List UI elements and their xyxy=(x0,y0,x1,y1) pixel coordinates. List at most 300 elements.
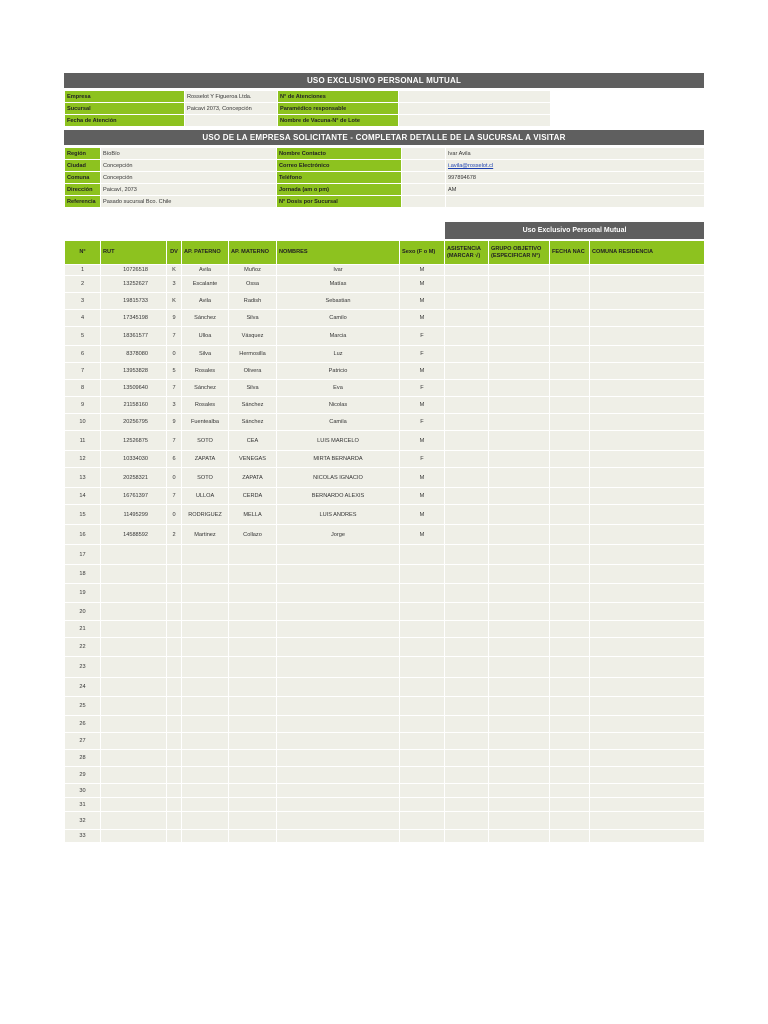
field-value[interactable]: 997894678 xyxy=(446,172,705,184)
cell-mutual[interactable] xyxy=(445,697,489,716)
cell-mutual[interactable] xyxy=(489,697,550,716)
cell-materno[interactable] xyxy=(229,697,277,716)
cell-nombres[interactable]: Camilo xyxy=(277,310,400,327)
cell-materno[interactable]: CEA xyxy=(229,431,277,451)
cell-materno[interactable] xyxy=(229,678,277,697)
cell-dv[interactable]: K xyxy=(167,293,182,310)
cell-paterno[interactable] xyxy=(182,798,229,812)
cell-materno[interactable]: Sánchez xyxy=(229,414,277,431)
cell-dv[interactable]: 3 xyxy=(167,276,182,293)
cell-rut[interactable]: 11495299 xyxy=(101,505,167,525)
cell-rut[interactable]: 10334030 xyxy=(101,451,167,468)
cell-mutual[interactable] xyxy=(489,363,550,380)
cell-mutual[interactable] xyxy=(590,397,705,414)
cell-n[interactable]: 13 xyxy=(65,468,101,488)
cell-nombres[interactable]: LUIS ANDRES xyxy=(277,505,400,525)
cell-materno[interactable]: ZAPATA xyxy=(229,468,277,488)
cell-paterno[interactable] xyxy=(182,716,229,733)
cell-nombres[interactable] xyxy=(277,657,400,678)
cell-paterno[interactable]: Rosales xyxy=(182,397,229,414)
cell-materno[interactable] xyxy=(229,830,277,843)
cell-mutual[interactable] xyxy=(590,265,705,276)
cell-dv[interactable] xyxy=(167,784,182,798)
cell-nombres[interactable]: LUIS MARCELO xyxy=(277,431,400,451)
cell-rut[interactable]: 19815733 xyxy=(101,293,167,310)
cell-dv[interactable] xyxy=(167,565,182,584)
cell-n[interactable]: 4 xyxy=(65,310,101,327)
cell-mutual[interactable] xyxy=(445,584,489,603)
cell-sexo[interactable]: M xyxy=(400,488,445,505)
email-link[interactable]: i.avila@rosselot.cl xyxy=(446,160,705,172)
cell-mutual[interactable] xyxy=(489,830,550,843)
field-value[interactable] xyxy=(399,103,551,115)
cell-rut[interactable]: 16761397 xyxy=(101,488,167,505)
field-value[interactable]: Concepción xyxy=(101,160,277,172)
cell-mutual[interactable] xyxy=(550,414,590,431)
cell-nombres[interactable] xyxy=(277,584,400,603)
cell-rut[interactable] xyxy=(101,678,167,697)
cell-n[interactable]: 25 xyxy=(65,697,101,716)
cell-mutual[interactable] xyxy=(489,293,550,310)
cell-dv[interactable] xyxy=(167,830,182,843)
cell-paterno[interactable]: Martinez xyxy=(182,525,229,545)
cell-nombres[interactable]: Jorge xyxy=(277,525,400,545)
cell-paterno[interactable] xyxy=(182,767,229,784)
cell-mutual[interactable] xyxy=(550,346,590,363)
cell-materno[interactable] xyxy=(229,812,277,830)
cell-paterno[interactable] xyxy=(182,784,229,798)
cell-materno[interactable] xyxy=(229,638,277,657)
cell-n[interactable]: 21 xyxy=(65,621,101,638)
cell-sexo[interactable] xyxy=(400,657,445,678)
cell-dv[interactable] xyxy=(167,733,182,750)
cell-mutual[interactable] xyxy=(445,733,489,750)
cell-mutual[interactable] xyxy=(590,276,705,293)
field-value[interactable]: BíoBío xyxy=(101,148,277,160)
field-value[interactable]: AM xyxy=(446,184,705,196)
cell-rut[interactable] xyxy=(101,733,167,750)
cell-mutual[interactable] xyxy=(550,525,590,545)
cell-dv[interactable]: 7 xyxy=(167,327,182,346)
cell-n[interactable]: 19 xyxy=(65,584,101,603)
cell-dv[interactable] xyxy=(167,716,182,733)
cell-paterno[interactable]: ZAPATA xyxy=(182,451,229,468)
cell-mutual[interactable] xyxy=(550,565,590,584)
cell-paterno[interactable] xyxy=(182,657,229,678)
cell-n[interactable]: 14 xyxy=(65,488,101,505)
cell-mutual[interactable] xyxy=(445,638,489,657)
cell-mutual[interactable] xyxy=(590,363,705,380)
field-value[interactable]: Paicaví, 2073 xyxy=(101,184,277,196)
cell-mutual[interactable] xyxy=(590,293,705,310)
cell-nombres[interactable] xyxy=(277,697,400,716)
cell-materno[interactable]: Muñoz xyxy=(229,265,277,276)
cell-sexo[interactable]: M xyxy=(400,276,445,293)
cell-mutual[interactable] xyxy=(445,505,489,525)
cell-materno[interactable]: Ossa xyxy=(229,276,277,293)
cell-mutual[interactable] xyxy=(445,488,489,505)
cell-mutual[interactable] xyxy=(489,276,550,293)
cell-sexo[interactable] xyxy=(400,545,445,565)
cell-paterno[interactable] xyxy=(182,545,229,565)
cell-mutual[interactable] xyxy=(489,451,550,468)
cell-mutual[interactable] xyxy=(489,380,550,397)
cell-mutual[interactable] xyxy=(590,431,705,451)
cell-nombres[interactable] xyxy=(277,733,400,750)
cell-mutual[interactable] xyxy=(445,451,489,468)
cell-nombres[interactable] xyxy=(277,621,400,638)
cell-mutual[interactable] xyxy=(489,414,550,431)
cell-mutual[interactable] xyxy=(445,431,489,451)
cell-dv[interactable]: 3 xyxy=(167,397,182,414)
cell-mutual[interactable] xyxy=(489,545,550,565)
cell-materno[interactable]: Olivera xyxy=(229,363,277,380)
cell-mutual[interactable] xyxy=(590,545,705,565)
cell-mutual[interactable] xyxy=(489,603,550,621)
cell-mutual[interactable] xyxy=(489,488,550,505)
cell-mutual[interactable] xyxy=(590,346,705,363)
cell-mutual[interactable] xyxy=(550,397,590,414)
cell-sexo[interactable]: M xyxy=(400,468,445,488)
cell-mutual[interactable] xyxy=(550,276,590,293)
cell-paterno[interactable] xyxy=(182,733,229,750)
field-value[interactable] xyxy=(399,115,551,127)
cell-rut[interactable] xyxy=(101,565,167,584)
cell-rut[interactable]: 12526875 xyxy=(101,431,167,451)
cell-materno[interactable] xyxy=(229,584,277,603)
cell-rut[interactable]: 10726518 xyxy=(101,265,167,276)
cell-paterno[interactable]: Sánchez xyxy=(182,380,229,397)
cell-sexo[interactable] xyxy=(400,697,445,716)
cell-paterno[interactable]: SOTO xyxy=(182,468,229,488)
cell-mutual[interactable] xyxy=(550,733,590,750)
cell-n[interactable]: 5 xyxy=(65,327,101,346)
cell-n[interactable]: 18 xyxy=(65,565,101,584)
field-value[interactable] xyxy=(399,91,551,103)
cell-mutual[interactable] xyxy=(445,716,489,733)
cell-nombres[interactable]: NICOLAS IGNACIO xyxy=(277,468,400,488)
cell-mutual[interactable] xyxy=(590,733,705,750)
cell-materno[interactable] xyxy=(229,603,277,621)
field-value[interactable] xyxy=(446,196,705,208)
cell-rut[interactable] xyxy=(101,784,167,798)
cell-dv[interactable] xyxy=(167,603,182,621)
cell-materno[interactable]: Radish xyxy=(229,293,277,310)
cell-n[interactable]: 6 xyxy=(65,346,101,363)
cell-rut[interactable] xyxy=(101,621,167,638)
cell-mutual[interactable] xyxy=(445,603,489,621)
cell-paterno[interactable] xyxy=(182,750,229,767)
cell-nombres[interactable] xyxy=(277,638,400,657)
cell-mutual[interactable] xyxy=(590,678,705,697)
cell-dv[interactable]: 0 xyxy=(167,505,182,525)
cell-mutual[interactable] xyxy=(489,678,550,697)
cell-n[interactable]: 29 xyxy=(65,767,101,784)
cell-rut[interactable]: 14588592 xyxy=(101,525,167,545)
cell-materno[interactable] xyxy=(229,716,277,733)
field-value[interactable]: Paicavi 2073, Concepción xyxy=(185,103,278,115)
cell-mutual[interactable] xyxy=(590,621,705,638)
cell-mutual[interactable] xyxy=(445,327,489,346)
cell-mutual[interactable] xyxy=(590,380,705,397)
cell-nombres[interactable] xyxy=(277,784,400,798)
cell-mutual[interactable] xyxy=(550,380,590,397)
cell-mutual[interactable] xyxy=(590,468,705,488)
cell-mutual[interactable] xyxy=(489,327,550,346)
cell-n[interactable]: 7 xyxy=(65,363,101,380)
cell-mutual[interactable] xyxy=(550,750,590,767)
cell-dv[interactable]: 7 xyxy=(167,431,182,451)
cell-n[interactable]: 2 xyxy=(65,276,101,293)
cell-n[interactable]: 16 xyxy=(65,525,101,545)
cell-mutual[interactable] xyxy=(590,505,705,525)
cell-mutual[interactable] xyxy=(445,265,489,276)
cell-dv[interactable]: 5 xyxy=(167,363,182,380)
cell-materno[interactable]: Hermosilla xyxy=(229,346,277,363)
cell-dv[interactable]: K xyxy=(167,265,182,276)
cell-mutual[interactable] xyxy=(445,545,489,565)
cell-mutual[interactable] xyxy=(445,565,489,584)
cell-sexo[interactable]: M xyxy=(400,431,445,451)
cell-mutual[interactable] xyxy=(550,293,590,310)
cell-sexo[interactable]: M xyxy=(400,397,445,414)
cell-materno[interactable]: Collazo xyxy=(229,525,277,545)
cell-mutual[interactable] xyxy=(489,505,550,525)
cell-paterno[interactable]: ULLOA xyxy=(182,488,229,505)
cell-mutual[interactable] xyxy=(489,584,550,603)
cell-sexo[interactable] xyxy=(400,798,445,812)
cell-n[interactable]: 8 xyxy=(65,380,101,397)
cell-sexo[interactable] xyxy=(400,750,445,767)
cell-paterno[interactable]: Fuentealba xyxy=(182,414,229,431)
cell-mutual[interactable] xyxy=(550,327,590,346)
cell-mutual[interactable] xyxy=(489,750,550,767)
cell-mutual[interactable] xyxy=(445,380,489,397)
cell-rut[interactable]: 17345198 xyxy=(101,310,167,327)
cell-paterno[interactable]: Escalante xyxy=(182,276,229,293)
cell-paterno[interactable]: Sánchez xyxy=(182,310,229,327)
cell-dv[interactable]: 7 xyxy=(167,488,182,505)
cell-nombres[interactable]: Nicolas xyxy=(277,397,400,414)
cell-sexo[interactable] xyxy=(400,584,445,603)
cell-n[interactable]: 27 xyxy=(65,733,101,750)
cell-dv[interactable]: 9 xyxy=(167,414,182,431)
cell-materno[interactable]: Silva xyxy=(229,310,277,327)
cell-nombres[interactable] xyxy=(277,750,400,767)
cell-mutual[interactable] xyxy=(445,750,489,767)
cell-n[interactable]: 30 xyxy=(65,784,101,798)
cell-mutual[interactable] xyxy=(445,678,489,697)
cell-mutual[interactable] xyxy=(489,812,550,830)
cell-dv[interactable]: 9 xyxy=(167,310,182,327)
cell-paterno[interactable] xyxy=(182,621,229,638)
cell-mutual[interactable] xyxy=(590,798,705,812)
field-value[interactable]: Concepción xyxy=(101,172,277,184)
cell-n[interactable]: 22 xyxy=(65,638,101,657)
cell-mutual[interactable] xyxy=(445,621,489,638)
cell-n[interactable]: 9 xyxy=(65,397,101,414)
cell-nombres[interactable] xyxy=(277,603,400,621)
cell-dv[interactable]: 0 xyxy=(167,468,182,488)
cell-paterno[interactable]: Avila xyxy=(182,293,229,310)
cell-mutual[interactable] xyxy=(445,784,489,798)
cell-dv[interactable] xyxy=(167,621,182,638)
field-value[interactable]: Pasado sucursal Bco. Chile xyxy=(101,196,277,208)
cell-n[interactable]: 23 xyxy=(65,657,101,678)
cell-materno[interactable] xyxy=(229,545,277,565)
cell-paterno[interactable]: SOTO xyxy=(182,431,229,451)
cell-mutual[interactable] xyxy=(550,545,590,565)
cell-mutual[interactable] xyxy=(590,638,705,657)
cell-mutual[interactable] xyxy=(489,767,550,784)
cell-mutual[interactable] xyxy=(445,798,489,812)
cell-mutual[interactable] xyxy=(489,657,550,678)
cell-mutual[interactable] xyxy=(550,716,590,733)
cell-paterno[interactable] xyxy=(182,584,229,603)
cell-dv[interactable] xyxy=(167,545,182,565)
cell-paterno[interactable]: Rosales xyxy=(182,363,229,380)
cell-mutual[interactable] xyxy=(590,812,705,830)
cell-mutual[interactable] xyxy=(550,830,590,843)
cell-dv[interactable] xyxy=(167,767,182,784)
cell-paterno[interactable] xyxy=(182,812,229,830)
cell-paterno[interactable] xyxy=(182,603,229,621)
cell-rut[interactable] xyxy=(101,750,167,767)
cell-mutual[interactable] xyxy=(550,784,590,798)
cell-mutual[interactable] xyxy=(489,733,550,750)
cell-dv[interactable] xyxy=(167,750,182,767)
cell-sexo[interactable]: M xyxy=(400,265,445,276)
cell-paterno[interactable]: RODRIGUEZ xyxy=(182,505,229,525)
cell-rut[interactable]: 13252627 xyxy=(101,276,167,293)
cell-mutual[interactable] xyxy=(489,431,550,451)
cell-materno[interactable] xyxy=(229,657,277,678)
cell-n[interactable]: 3 xyxy=(65,293,101,310)
cell-mutual[interactable] xyxy=(445,276,489,293)
cell-materno[interactable]: CERDA xyxy=(229,488,277,505)
cell-rut[interactable] xyxy=(101,767,167,784)
cell-mutual[interactable] xyxy=(445,525,489,545)
cell-mutual[interactable] xyxy=(590,603,705,621)
cell-rut[interactable] xyxy=(101,545,167,565)
cell-n[interactable]: 17 xyxy=(65,545,101,565)
cell-sexo[interactable]: F xyxy=(400,327,445,346)
cell-sexo[interactable] xyxy=(400,638,445,657)
cell-nombres[interactable] xyxy=(277,798,400,812)
cell-mutual[interactable] xyxy=(550,678,590,697)
cell-mutual[interactable] xyxy=(550,798,590,812)
cell-rut[interactable]: 18361577 xyxy=(101,327,167,346)
cell-dv[interactable]: 7 xyxy=(167,380,182,397)
cell-mutual[interactable] xyxy=(550,621,590,638)
cell-n[interactable]: 31 xyxy=(65,798,101,812)
cell-sexo[interactable] xyxy=(400,678,445,697)
cell-sexo[interactable] xyxy=(400,603,445,621)
cell-sexo[interactable] xyxy=(400,565,445,584)
cell-mutual[interactable] xyxy=(489,638,550,657)
cell-sexo[interactable]: M xyxy=(400,293,445,310)
cell-nombres[interactable]: Sebastian xyxy=(277,293,400,310)
cell-dv[interactable] xyxy=(167,678,182,697)
field-value[interactable]: Rosselot Y Figueroa Ltda. xyxy=(185,91,278,103)
cell-mutual[interactable] xyxy=(590,327,705,346)
cell-mutual[interactable] xyxy=(550,812,590,830)
cell-mutual[interactable] xyxy=(445,767,489,784)
cell-mutual[interactable] xyxy=(590,310,705,327)
cell-mutual[interactable] xyxy=(590,525,705,545)
cell-rut[interactable] xyxy=(101,638,167,657)
cell-rut[interactable] xyxy=(101,584,167,603)
cell-materno[interactable] xyxy=(229,798,277,812)
cell-mutual[interactable] xyxy=(550,657,590,678)
cell-sexo[interactable]: M xyxy=(400,505,445,525)
cell-sexo[interactable] xyxy=(400,716,445,733)
cell-mutual[interactable] xyxy=(489,468,550,488)
cell-paterno[interactable] xyxy=(182,678,229,697)
cell-materno[interactable] xyxy=(229,565,277,584)
cell-dv[interactable] xyxy=(167,798,182,812)
cell-mutual[interactable] xyxy=(550,468,590,488)
cell-materno[interactable] xyxy=(229,750,277,767)
cell-dv[interactable] xyxy=(167,657,182,678)
cell-dv[interactable] xyxy=(167,697,182,716)
cell-nombres[interactable]: MIRTA BERNARDA xyxy=(277,451,400,468)
cell-nombres[interactable] xyxy=(277,812,400,830)
cell-materno[interactable] xyxy=(229,621,277,638)
cell-sexo[interactable]: F xyxy=(400,380,445,397)
cell-mutual[interactable] xyxy=(445,414,489,431)
cell-mutual[interactable] xyxy=(489,525,550,545)
cell-rut[interactable]: 8378080 xyxy=(101,346,167,363)
cell-n[interactable]: 26 xyxy=(65,716,101,733)
cell-mutual[interactable] xyxy=(445,346,489,363)
cell-sexo[interactable]: F xyxy=(400,414,445,431)
cell-mutual[interactable] xyxy=(489,346,550,363)
cell-nombres[interactable] xyxy=(277,767,400,784)
cell-sexo[interactable] xyxy=(400,812,445,830)
cell-n[interactable]: 1 xyxy=(65,265,101,276)
cell-n[interactable]: 10 xyxy=(65,414,101,431)
cell-rut[interactable] xyxy=(101,603,167,621)
cell-mutual[interactable] xyxy=(550,310,590,327)
cell-mutual[interactable] xyxy=(550,603,590,621)
cell-sexo[interactable]: M xyxy=(400,310,445,327)
cell-n[interactable]: 24 xyxy=(65,678,101,697)
cell-n[interactable]: 15 xyxy=(65,505,101,525)
cell-sexo[interactable]: M xyxy=(400,363,445,380)
cell-mutual[interactable] xyxy=(590,657,705,678)
cell-materno[interactable]: MELLA xyxy=(229,505,277,525)
cell-paterno[interactable] xyxy=(182,565,229,584)
cell-mutual[interactable] xyxy=(590,830,705,843)
cell-nombres[interactable] xyxy=(277,545,400,565)
cell-n[interactable]: 20 xyxy=(65,603,101,621)
cell-mutual[interactable] xyxy=(445,363,489,380)
cell-dv[interactable] xyxy=(167,638,182,657)
cell-rut[interactable]: 21158160 xyxy=(101,397,167,414)
cell-mutual[interactable] xyxy=(550,488,590,505)
cell-mutual[interactable] xyxy=(489,798,550,812)
cell-materno[interactable]: Vásquez xyxy=(229,327,277,346)
cell-paterno[interactable]: Ulloa xyxy=(182,327,229,346)
cell-mutual[interactable] xyxy=(489,621,550,638)
cell-rut[interactable] xyxy=(101,830,167,843)
cell-mutual[interactable] xyxy=(445,310,489,327)
cell-mutual[interactable] xyxy=(550,431,590,451)
cell-sexo[interactable] xyxy=(400,830,445,843)
cell-mutual[interactable] xyxy=(550,505,590,525)
cell-mutual[interactable] xyxy=(550,363,590,380)
